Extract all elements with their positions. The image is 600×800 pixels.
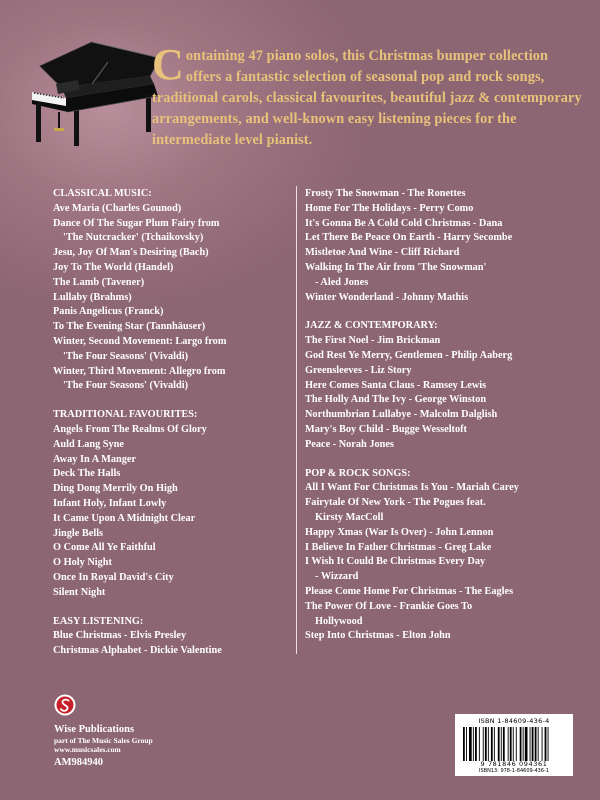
song-item	[305, 555, 590, 585]
intro-paragraph	[152, 40, 587, 151]
section-title: TRADITIONAL FAVOURITES:	[53, 409, 198, 421]
song-title: Winter, Third Movement: Allegro from	[53, 365, 226, 377]
song-item	[53, 438, 291, 453]
song-item	[305, 379, 590, 394]
song-item	[305, 202, 590, 217]
barcode-bar	[475, 727, 477, 761]
song-item	[53, 305, 291, 320]
barcode-bar	[532, 727, 534, 761]
song-title: O Holy Night	[53, 557, 112, 569]
song-title-continued: - Aled Jones	[315, 276, 369, 288]
song-item	[305, 334, 590, 349]
song-item	[305, 231, 590, 246]
grand-piano-illustration	[22, 36, 172, 156]
song-item	[305, 349, 590, 364]
song-item	[53, 644, 291, 659]
song-title: Deck The Halls	[53, 468, 121, 480]
left_column-section	[53, 408, 291, 600]
song-item	[53, 629, 291, 644]
song-title: Step Into Christmas - Elton John	[305, 630, 451, 642]
song-title: Walking In The Air from 'The Snowman'	[305, 261, 487, 273]
song-item	[305, 600, 590, 630]
song-item	[305, 526, 590, 541]
barcode-bar	[466, 727, 467, 761]
isbn-barcode	[455, 714, 573, 776]
song-title: Ave Maria (Charles Gounod)	[53, 202, 182, 214]
barcode-bar	[508, 727, 509, 761]
song-title: Away In A Manger	[53, 453, 137, 465]
song-title: Winter, Second Movement: Largo from	[53, 335, 227, 347]
song-item	[305, 217, 590, 232]
song-title: The First Noel - Jim Brickman	[305, 335, 441, 347]
song-title: It Came Upon A Midnight Clear	[53, 512, 196, 524]
section-title: POP & ROCK SONGS:	[305, 467, 411, 479]
barcode-bar	[491, 727, 493, 761]
barcode-bar	[485, 727, 487, 761]
song-item	[305, 246, 590, 261]
song-item	[305, 629, 590, 644]
barcode-bar	[545, 727, 547, 761]
song-item	[53, 586, 291, 601]
song-title: Home For The Holidays - Perry Como	[305, 202, 474, 214]
song-item	[53, 482, 291, 497]
song-item	[305, 408, 590, 423]
barcode-bar	[548, 727, 549, 761]
song-title: Angels From The Realms Of Glory	[53, 423, 207, 435]
barcode-bar	[513, 727, 514, 761]
song-item	[53, 276, 291, 291]
song-item	[305, 438, 590, 453]
barcode-bar	[525, 727, 528, 761]
barcode-bar	[530, 727, 531, 761]
song-title: Mistletoe And Wine - Cliff Richard	[305, 247, 460, 259]
song-item	[53, 423, 291, 438]
publisher-url: www.musicsales.com	[54, 745, 121, 754]
song-item	[53, 261, 291, 276]
barcode-bar	[463, 727, 465, 761]
right-song-column	[305, 187, 590, 658]
song-title: Panis Angelicus (Franck)	[53, 306, 164, 318]
publisher-group: part of The Music Sales Group	[54, 736, 153, 745]
song-title: Here Comes Santa Claus - Ramsey Lewis	[305, 379, 487, 391]
barcode-bar	[535, 727, 537, 761]
barcode-bar	[498, 727, 500, 761]
song-title: Winter Wonderland - Johnny Mathis	[305, 291, 469, 303]
barcode-bar	[483, 727, 484, 761]
song-title: Lullaby (Brahms)	[53, 291, 132, 303]
barcode-bar	[538, 727, 539, 761]
song-item	[305, 364, 590, 379]
song-item	[305, 585, 590, 600]
song-title: Dance Of The Sugar Plum Fairy from	[53, 217, 220, 229]
song-title: Silent Night	[53, 586, 106, 598]
song-item	[305, 481, 590, 496]
barcode-bar	[473, 727, 474, 761]
song-title: It's Gonna Be A Cold Cold Christmas - Dana	[305, 217, 503, 229]
song-title: Joy To The World (Handel)	[53, 261, 174, 273]
barcode-bar	[469, 727, 472, 761]
wise-publications-logo	[54, 694, 76, 716]
song-title-continued: Kirsty MacColl	[315, 511, 384, 523]
catalogue-code: AM984940	[54, 757, 103, 768]
song-item	[53, 217, 291, 247]
song-title: Happy Xmas (War Is Over) - John Lennon	[305, 526, 494, 538]
song-title: Jingle Bells	[53, 527, 104, 539]
song-title: Jesu, Joy Of Man's Desiring (Bach)	[53, 247, 209, 259]
song-item	[53, 556, 291, 571]
song-item	[305, 187, 590, 202]
song-item	[53, 202, 291, 217]
song-item	[53, 512, 291, 527]
song-title: I Believe In Father Christmas - Greg Lake	[305, 541, 492, 553]
song-title-continued: 'The Nutcracker' (Tchaikovsky)	[63, 232, 204, 244]
song-title: The Power Of Love - Frankie Goes To	[305, 600, 473, 612]
song-title: Please Come Home For Christmas - The Eagles	[305, 585, 514, 597]
left_column-section	[53, 187, 291, 394]
song-title: Mary's Boy Child - Bugge Wesseltoft	[305, 423, 467, 435]
barcode-bar	[503, 727, 505, 761]
song-title: Ding Dong Merrily On High	[53, 483, 178, 495]
song-item	[53, 246, 291, 261]
song-item	[53, 571, 291, 586]
song-title-continued: Hollywood	[315, 615, 363, 627]
intro-text: ontaining 47 piano solos, this Christmas bumper collection offers a fantastic selection of seasonal pop and rock songs, traditional carols, classical favourites, beautiful jazz & contemporary arrangements, and well-known easy listening pieces for the intermediate level pianist.	[152, 48, 582, 148]
song-title: Auld Lang Syne	[53, 438, 124, 450]
song-item	[305, 541, 590, 556]
song-item	[305, 291, 590, 306]
song-title-continued: 'The Four Seasons' (Vivaldi)	[63, 350, 189, 362]
song-title: Frosty The Snowman - The Ronettes	[305, 188, 466, 199]
song-item	[53, 320, 291, 335]
song-title: Infant Holy, Infant Lowly	[53, 497, 167, 509]
barcode-bar	[520, 727, 522, 761]
song-title: Once In Royal David's City	[53, 571, 174, 583]
barcode-bars	[463, 727, 565, 761]
barcode-digits: 9 781846 094361	[480, 760, 548, 768]
song-item	[53, 497, 291, 512]
section-title: CLASSICAL MUSIC:	[53, 188, 152, 199]
song-item	[53, 335, 291, 365]
song-title: The Lamb (Tavener)	[53, 276, 145, 288]
song-item	[305, 393, 590, 408]
song-title: God Rest Ye Merry, Gentlemen - Philip Aaberg	[305, 349, 513, 361]
barcode-bar	[488, 727, 489, 761]
section-title: EASY LISTENING:	[53, 615, 144, 627]
isbn-10: ISBN 1-84609-436-4	[478, 717, 550, 725]
song-title: The Holly And The Ivy - George Winston	[305, 394, 487, 406]
barcode-bar	[501, 727, 502, 761]
song-title: To The Evening Star (Tannhäuser)	[53, 321, 206, 333]
section-title: JAZZ & CONTEMPORARY:	[305, 320, 438, 332]
song-title: Blue Christmas - Elvis Presley	[53, 630, 187, 642]
publisher-name: Wise Publications	[54, 724, 135, 735]
song-item	[305, 261, 590, 291]
song-title: Greensleeves - Liz Story	[305, 364, 412, 376]
song-item	[53, 291, 291, 306]
barcode-bar	[516, 727, 517, 761]
barcode-bar	[510, 727, 512, 761]
song-title: I Wish It Could Be Christmas Every Day	[305, 556, 486, 568]
barcode-bar	[523, 727, 524, 761]
song-title: Fairytale Of New York - The Pogues feat.	[305, 497, 486, 509]
song-title: Northumbrian Lullabye - Malcolm Dalglish	[305, 409, 498, 421]
song-title: All I Want For Christmas Is You - Mariah Carey	[305, 482, 519, 494]
barcode-bar	[479, 727, 480, 761]
publisher-info	[54, 724, 153, 770]
song-title: O Come All Ye Faithful	[53, 542, 156, 554]
column-divider	[296, 186, 297, 654]
song-item	[53, 527, 291, 542]
right_column-section	[305, 319, 590, 452]
song-item	[53, 541, 291, 556]
left-song-column	[53, 187, 291, 673]
barcode-bar	[494, 727, 495, 761]
song-title-continued: - Wizzard	[315, 571, 359, 583]
right_column-section	[305, 187, 590, 305]
song-title-continued: 'The Four Seasons' (Vivaldi)	[63, 380, 189, 392]
left_column-section	[53, 615, 291, 659]
song-title: Christmas Alphabet - Dickie Valentine	[53, 645, 222, 657]
barcode-bar	[542, 727, 543, 761]
song-item	[305, 423, 590, 438]
right_column-section	[305, 467, 590, 645]
song-title: Let There Be Peace On Earth - Harry Secombe	[305, 232, 513, 244]
song-item	[53, 365, 291, 395]
isbn-13: ISBN13: 978-1-84609-436-1	[478, 768, 550, 774]
song-item	[305, 496, 590, 526]
song-item	[53, 453, 291, 468]
drop-cap: C	[152, 40, 184, 89]
song-item	[53, 467, 291, 482]
song-title: Peace - Norah Jones	[305, 438, 394, 450]
